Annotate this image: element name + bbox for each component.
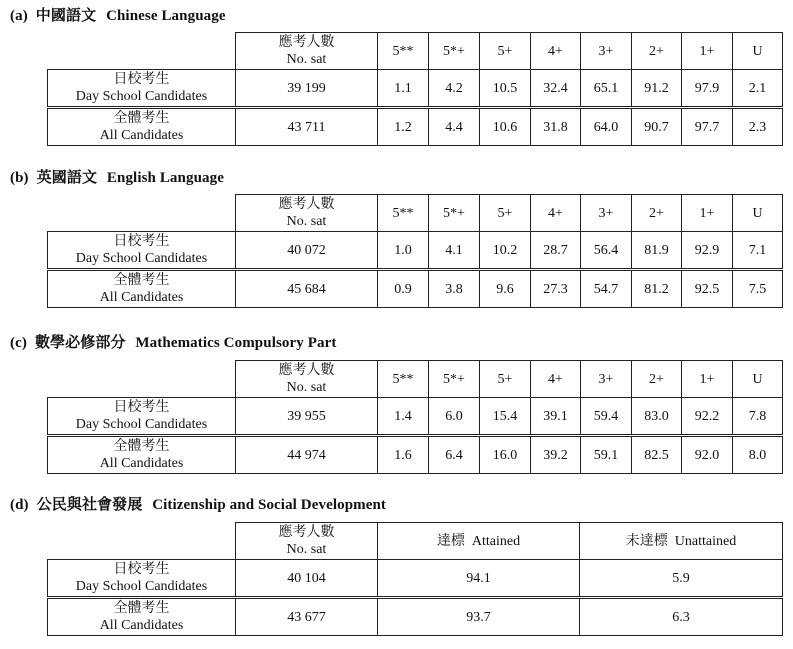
value-cell: 7.5 [733,270,783,308]
level-header: U [733,361,783,398]
level-header: 5*+ [429,195,480,232]
table-row [48,398,783,436]
value-cell: 92.2 [682,398,733,436]
section-a-title-zh: 中國語文 [35,8,97,24]
level-header: 5** [378,195,429,232]
section-a-tag: (a) [10,8,28,24]
value-cell: 10.6 [480,108,531,146]
value-cell: 59.1 [581,436,632,474]
table-row [48,232,783,270]
value-cell: 83.0 [632,398,682,436]
level-header: 5+ [480,195,531,232]
no-sat-cell: 39 955 [236,398,378,436]
section-d-tag: (d) [10,497,29,513]
value-cell: 91.2 [632,70,682,108]
value-cell: 15.4 [480,398,531,436]
row-label-day: 日校考生 Day School Candidates [48,560,236,598]
value-cell: 81.2 [632,270,682,308]
value-cell: 10.5 [480,70,531,108]
unattained-header: 未達標 Unattained [580,523,783,560]
level-header: 5+ [480,361,531,398]
value-cell: 5.9 [580,560,783,598]
value-cell: 4.1 [429,232,480,270]
attained-header: 達標 Attained [378,523,580,560]
no-sat-header: 應考人數 No. sat [236,361,378,398]
value-cell: 7.8 [733,398,783,436]
value-cell: 39.2 [531,436,581,474]
no-sat-cell: 44 974 [236,436,378,474]
no-sat-cell: 43 711 [236,108,378,146]
table-row [48,108,783,146]
value-cell: 8.0 [733,436,783,474]
value-cell: 97.9 [682,70,733,108]
value-cell: 81.9 [632,232,682,270]
level-header: 1+ [682,33,733,70]
value-cell: 9.6 [480,270,531,308]
value-cell: 6.4 [429,436,480,474]
value-cell: 1.2 [378,108,429,146]
value-cell: 64.0 [581,108,632,146]
section-a-table [47,32,783,146]
row-label-all: 全體考生 All Candidates [48,436,236,474]
section-c-title-zh: 數學必修部分 [34,335,126,351]
section-c-title-en: Mathematics Compulsory Part [135,335,337,351]
row-label-all: 全體考生 All Candidates [48,108,236,146]
level-header: 2+ [632,33,682,70]
value-cell: 10.2 [480,232,531,270]
section-a-title-en: Chinese Language [106,8,226,24]
value-cell: 82.5 [632,436,682,474]
level-header: 3+ [581,195,632,232]
table-row [48,598,783,636]
value-cell: 93.7 [378,598,580,636]
corner-cell [48,33,236,70]
level-header: 3+ [581,33,632,70]
row-label-day: 日校考生 Day School Candidates [48,232,236,270]
section-b-table [47,194,783,308]
no-sat-cell: 39 199 [236,70,378,108]
value-cell: 16.0 [480,436,531,474]
section-c-title [10,331,336,352]
level-header: 5+ [480,33,531,70]
level-header: 1+ [682,195,733,232]
value-cell: 92.5 [682,270,733,308]
value-cell: 6.0 [429,398,480,436]
row-label-all: 全體考生 All Candidates [48,270,236,308]
corner-cell [48,195,236,232]
value-cell: 90.7 [632,108,682,146]
section-d-title [10,493,386,514]
value-cell: 92.9 [682,232,733,270]
value-cell: 28.7 [531,232,581,270]
value-cell: 59.4 [581,398,632,436]
table-row [48,560,783,598]
value-cell: 56.4 [581,232,632,270]
table-row [48,436,783,474]
value-cell: 6.3 [580,598,783,636]
level-header: U [733,195,783,232]
value-cell: 31.8 [531,108,581,146]
section-b-title-zh: 英國語文 [36,170,98,186]
level-header: 2+ [632,195,682,232]
section-d-title-en: Citizenship and Social Development [152,497,387,513]
table-row [48,70,783,108]
no-sat-header: 應考人數 No. sat [236,195,378,232]
no-sat-cell: 43 677 [236,598,378,636]
section-a-title [10,4,226,25]
level-header: 2+ [632,361,682,398]
value-cell: 1.6 [378,436,429,474]
corner-cell [48,361,236,398]
level-header: 4+ [531,33,581,70]
value-cell: 4.2 [429,70,480,108]
level-header: 5** [378,361,429,398]
no-sat-header: 應考人數 No. sat [236,33,378,70]
section-c-table [47,360,783,474]
row-label-all: 全體考生 All Candidates [48,598,236,636]
section-c-tag: (c) [10,335,27,351]
table-row [48,270,783,308]
level-header: 3+ [581,361,632,398]
level-header: 1+ [682,361,733,398]
value-cell: 3.8 [429,270,480,308]
value-cell: 94.1 [378,560,580,598]
section-b-tag: (b) [10,170,29,186]
value-cell: 97.7 [682,108,733,146]
no-sat-cell: 40 104 [236,560,378,598]
no-sat-cell: 45 684 [236,270,378,308]
no-sat-cell: 40 072 [236,232,378,270]
value-cell: 39.1 [531,398,581,436]
value-cell: 65.1 [581,70,632,108]
level-header: 5*+ [429,361,480,398]
level-header: 4+ [531,361,581,398]
corner-cell [48,523,236,560]
row-label-day: 日校考生 Day School Candidates [48,70,236,108]
section-b-title [10,166,224,187]
level-header: U [733,33,783,70]
value-cell: 32.4 [531,70,581,108]
value-cell: 54.7 [581,270,632,308]
value-cell: 2.1 [733,70,783,108]
section-b-title-en: English Language [106,170,224,186]
value-cell: 2.3 [733,108,783,146]
level-header: 5*+ [429,33,480,70]
value-cell: 92.0 [682,436,733,474]
value-cell: 1.1 [378,70,429,108]
value-cell: 1.0 [378,232,429,270]
value-cell: 0.9 [378,270,429,308]
value-cell: 4.4 [429,108,480,146]
no-sat-header: 應考人數 No. sat [236,523,378,560]
level-header: 5** [378,33,429,70]
value-cell: 1.4 [378,398,429,436]
value-cell: 27.3 [531,270,581,308]
section-d-title-zh: 公民與社會發展 [36,497,143,513]
level-header: 4+ [531,195,581,232]
section-d-table [47,522,783,636]
value-cell: 7.1 [733,232,783,270]
row-label-day: 日校考生 Day School Candidates [48,398,236,436]
